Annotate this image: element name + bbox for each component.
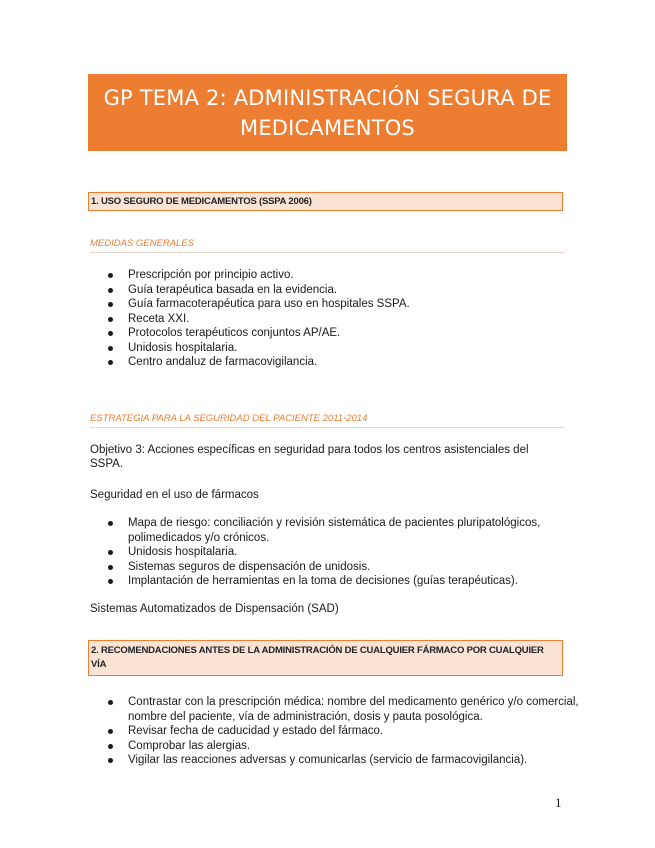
estrategia-heading: ESTRATEGIA PARA LA SEGURIDAD DEL PACIENTE 2011-2014 [90, 413, 565, 428]
seguridad-paragraph: Seguridad en el uso de fármacos [90, 489, 259, 501]
page-number: 1 [555, 795, 562, 810]
list-item: Mapa de riesgo: conciliación y revisión sistemática de pacientes pluripatológicos, polimedicados y/o crónicos. [128, 516, 598, 545]
medidas-list [90, 268, 598, 370]
list-item: Receta XXI. [128, 312, 598, 327]
list-item: Implantación de herramientas en la toma de decisiones (guías terapéuticas). [128, 574, 598, 589]
list-item: Guía terapéutica basada en la evidencia. [128, 283, 598, 298]
sad-paragraph: Sistemas Automatizados de Dispensación (SAD) [90, 603, 339, 615]
list-item: Vigilar las reacciones adversas y comunicarlas (servicio de farmacovigilancia). [128, 753, 598, 768]
objetivo-paragraph: Objetivo 3: Acciones específicas en seguridad para todos los centros asistenciales del SSPA. [90, 444, 529, 470]
list-item: Guía farmacoterapéutica para uso en hospitales SSPA. [128, 297, 598, 312]
section-1-heading: 1. USO SEGURO DE MEDICAMENTOS (SSPA 2006) [88, 192, 563, 211]
list-item: Unidosis hospitalaria. [128, 545, 598, 560]
list-item: Prescripción por principio activo. [128, 268, 598, 283]
title-line-1: GP TEMA 2: ADMINISTRACIÓN SEGURA DE [103, 85, 552, 110]
list-item: Centro andaluz de farmacovigilancia. [128, 355, 598, 370]
seguridad-list [90, 516, 598, 589]
document-title [88, 74, 567, 151]
medidas-generales-heading: MEDIDAS GENERALES [90, 238, 565, 253]
list-item: Comprobar las alergias. [128, 739, 598, 754]
list-item: Contrastar con la prescripción médica: nombre del medicamento genérico y/o comercial, nombre del paciente, vía de administración, dosis y pauta posológica. [128, 695, 598, 724]
list-item: Unidosis hospitalaria. [128, 341, 598, 356]
section-2-heading: 2. RECOMENDACIONES ANTES DE LA ADMINISTRACIÓN DE CUALQUIER FÁRMACO POR CUALQUIER VÍA [88, 640, 563, 676]
list-item: Revisar fecha de caducidad y estado del fármaco. [128, 724, 598, 739]
list-item: Protocolos terapéuticos conjuntos AP/AE. [128, 326, 598, 341]
title-line-2: MEDICAMENTOS [240, 115, 415, 140]
recomendaciones-list [90, 695, 598, 768]
list-item: Sistemas seguros de dispensación de unidosis. [128, 560, 598, 575]
